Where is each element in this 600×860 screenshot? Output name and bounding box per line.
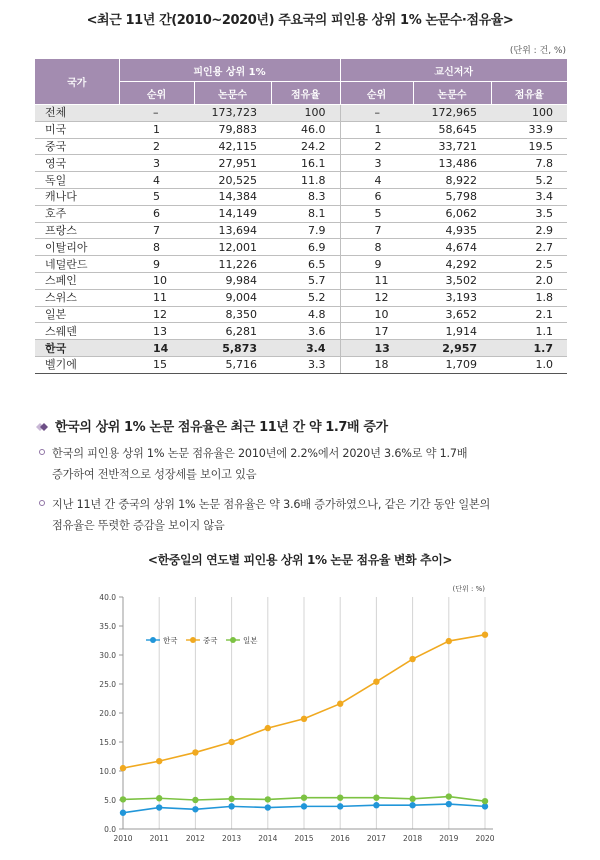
line-chart — [0, 570, 600, 860]
cell-cited-share: 6.9 — [271, 239, 340, 256]
cell-corr-rank: 12 — [340, 289, 413, 306]
cell-cited-rank: 1 — [119, 121, 194, 138]
data-point — [120, 810, 126, 816]
cell-cited-share: 11.8 — [271, 172, 340, 189]
cell-country: 호주 — [35, 205, 119, 222]
data-point — [409, 656, 415, 662]
headline — [36, 416, 388, 435]
cell-corr-share: 2.9 — [491, 222, 567, 239]
cell-corr-rank: – — [340, 105, 413, 122]
table-row — [35, 272, 567, 289]
header-group-corresponding: 교신저자 — [340, 59, 567, 82]
cell-corr-share: 3.5 — [491, 205, 567, 222]
header-corr-share: 점유율 — [491, 82, 567, 105]
paper-share-table — [35, 59, 567, 374]
x-tick-label: 2013 — [222, 834, 242, 843]
cell-corr-count: 1,709 — [413, 356, 491, 373]
cell-cited-count: 27,951 — [194, 155, 271, 172]
cell-country: 중국 — [35, 138, 119, 155]
cell-cited-count: 8,350 — [194, 306, 271, 323]
cell-cited-count: 5,873 — [194, 340, 271, 357]
legend-marker — [190, 637, 196, 643]
data-point — [120, 765, 126, 771]
table-row — [35, 188, 567, 205]
cell-corr-share: 1.0 — [491, 356, 567, 373]
cell-corr-count: 58,645 — [413, 121, 491, 138]
cell-cited-share: 8.1 — [271, 205, 340, 222]
header-corr-count: 논문수 — [413, 82, 491, 105]
cell-cited-share: 4.8 — [271, 306, 340, 323]
cell-corr-count: 3,502 — [413, 272, 491, 289]
cell-corr-rank: 3 — [340, 155, 413, 172]
headline-text: 한국의 상위 1% 논문 점유율은 최근 11년 간 약 1.7배 증가 — [55, 420, 388, 435]
data-point — [337, 794, 343, 800]
table-row — [35, 323, 567, 340]
data-point — [446, 793, 452, 799]
cell-cited-rank: 2 — [119, 138, 194, 155]
cell-corr-share: 19.5 — [491, 138, 567, 155]
x-tick-label: 2012 — [185, 834, 205, 843]
cell-cited-count: 14,149 — [194, 205, 271, 222]
data-point — [228, 739, 234, 745]
cell-cited-rank: 12 — [119, 306, 194, 323]
cell-corr-count: 1,914 — [413, 323, 491, 340]
cell-corr-rank: 18 — [340, 356, 413, 373]
bullet-2-line-2: 점유율은 뚜렷한 증감을 보이지 않음 — [52, 519, 225, 532]
y-tick-label: 40.0 — [99, 593, 116, 602]
cell-corr-count: 5,798 — [413, 188, 491, 205]
cell-corr-count: 4,292 — [413, 256, 491, 273]
x-tick-label: 2014 — [258, 834, 278, 843]
header-corr-rank: 순위 — [340, 82, 413, 105]
cell-cited-count: 9,984 — [194, 272, 271, 289]
legend-label: 일본 — [243, 636, 258, 645]
table-row — [35, 205, 567, 222]
cell-corr-count: 3,652 — [413, 306, 491, 323]
table-row — [35, 239, 567, 256]
y-tick-label: 15.0 — [99, 738, 116, 747]
cell-country: 독일 — [35, 172, 119, 189]
cell-cited-count: 6,281 — [194, 323, 271, 340]
cell-country: 일본 — [35, 306, 119, 323]
cell-corr-count: 6,062 — [413, 205, 491, 222]
y-tick-label: 10.0 — [99, 767, 116, 776]
data-point — [301, 716, 307, 722]
data-point — [446, 638, 452, 644]
table-row — [35, 138, 567, 155]
table-row — [35, 356, 567, 373]
cell-corr-count: 172,965 — [413, 105, 491, 122]
cell-corr-rank: 11 — [340, 272, 413, 289]
x-tick-label: 2011 — [149, 834, 169, 843]
data-point — [301, 803, 307, 809]
cell-cited-rank: 4 — [119, 172, 194, 189]
cell-cited-share: 5.7 — [271, 272, 340, 289]
cell-corr-rank: 13 — [340, 340, 413, 357]
cell-corr-share: 2.0 — [491, 272, 567, 289]
cell-corr-share: 1.8 — [491, 289, 567, 306]
data-point — [156, 804, 162, 810]
cell-country: 스페인 — [35, 272, 119, 289]
cell-cited-count: 42,115 — [194, 138, 271, 155]
legend-marker — [230, 637, 236, 643]
diamond-bullet-icon — [36, 421, 49, 431]
y-tick-label: 0.0 — [104, 825, 116, 834]
data-point — [409, 796, 415, 802]
unit-note: (단위 : 건, %) — [509, 46, 566, 56]
x-tick-label: 2016 — [330, 834, 350, 843]
cell-country: 네덜란드 — [35, 256, 119, 273]
x-tick-label: 2015 — [294, 834, 314, 843]
table-row — [35, 256, 567, 273]
bullet-item-1 — [52, 443, 566, 485]
data-point — [482, 798, 488, 804]
y-tick-label: 30.0 — [99, 651, 116, 660]
cell-corr-rank: 4 — [340, 172, 413, 189]
cell-corr-rank: 9 — [340, 256, 413, 273]
cell-cited-rank: 7 — [119, 222, 194, 239]
cell-country: 전체 — [35, 105, 119, 122]
header-cited-rank: 순위 — [119, 82, 194, 105]
cell-corr-count: 2,957 — [413, 340, 491, 357]
cell-corr-share: 2.1 — [491, 306, 567, 323]
x-tick-label: 2020 — [475, 834, 495, 843]
cell-corr-count: 3,193 — [413, 289, 491, 306]
legend-label: 한국 — [163, 636, 178, 645]
cell-country: 한국 — [35, 340, 119, 357]
cell-corr-share: 1.1 — [491, 323, 567, 340]
cell-cited-share: 8.3 — [271, 188, 340, 205]
data-point — [373, 802, 379, 808]
cell-cited-share: 24.2 — [271, 138, 340, 155]
cell-country: 캐나다 — [35, 188, 119, 205]
cell-cited-share: 3.4 — [271, 340, 340, 357]
header-country: 국가 — [35, 59, 119, 105]
cell-cited-count: 13,694 — [194, 222, 271, 239]
cell-corr-count: 33,721 — [413, 138, 491, 155]
cell-cited-share: 6.5 — [271, 256, 340, 273]
data-point — [228, 796, 234, 802]
data-point — [265, 725, 271, 731]
bullet-1-line-2: 증가하여 전반적으로 성장세를 보이고 있음 — [52, 468, 257, 481]
cell-corr-count: 4,935 — [413, 222, 491, 239]
cell-corr-share: 7.8 — [491, 155, 567, 172]
cell-corr-share: 100 — [491, 105, 567, 122]
cell-cited-count: 79,883 — [194, 121, 271, 138]
data-point — [482, 632, 488, 638]
cell-cited-rank: 14 — [119, 340, 194, 357]
bullet-2-line-1: 지난 11년 간 중국의 상위 1% 논문 점유율은 약 3.6배 증가하였으나, 같은 기간 동안 일본의 — [52, 498, 491, 511]
data-point — [156, 795, 162, 801]
cell-corr-rank: 7 — [340, 222, 413, 239]
y-tick-label: 20.0 — [99, 709, 116, 718]
cell-country: 미국 — [35, 121, 119, 138]
data-point — [228, 803, 234, 809]
cell-corr-share: 1.7 — [491, 340, 567, 357]
cell-cited-count: 12,001 — [194, 239, 271, 256]
header-cited-share: 점유율 — [271, 82, 340, 105]
cell-corr-rank: 5 — [340, 205, 413, 222]
cell-cited-count: 9,004 — [194, 289, 271, 306]
data-point — [156, 758, 162, 764]
data-point — [337, 701, 343, 707]
data-point — [192, 797, 198, 803]
cell-cited-count: 173,723 — [194, 105, 271, 122]
table-row — [35, 222, 567, 239]
cell-country: 벨기에 — [35, 356, 119, 373]
cell-corr-count: 4,674 — [413, 239, 491, 256]
cell-cited-rank: 8 — [119, 239, 194, 256]
cell-corr-share: 2.5 — [491, 256, 567, 273]
table-row — [35, 121, 567, 138]
table-row — [35, 289, 567, 306]
y-tick-label: 25.0 — [99, 680, 116, 689]
document-title: <최근 11년 간(2010~2020년) 주요국의 피인용 상위 1% 논문수·점유율> — [86, 13, 514, 28]
table-row — [35, 105, 567, 122]
data-point — [373, 794, 379, 800]
cell-country: 스위스 — [35, 289, 119, 306]
cell-cited-rank: 11 — [119, 289, 194, 306]
cell-cited-rank: 5 — [119, 188, 194, 205]
cell-corr-rank: 6 — [340, 188, 413, 205]
cell-cited-rank: 15 — [119, 356, 194, 373]
cell-cited-share: 5.2 — [271, 289, 340, 306]
cell-corr-rank: 2 — [340, 138, 413, 155]
data-point — [120, 796, 126, 802]
cell-corr-share: 5.2 — [491, 172, 567, 189]
cell-cited-rank: 3 — [119, 155, 194, 172]
header-group-cited: 피인용 상위 1% — [119, 59, 340, 82]
data-point — [373, 678, 379, 684]
cell-cited-rank: 6 — [119, 205, 194, 222]
cell-cited-share: 46.0 — [271, 121, 340, 138]
cell-cited-rank: – — [119, 105, 194, 122]
cell-country: 이탈리아 — [35, 239, 119, 256]
x-tick-label: 2017 — [366, 834, 386, 843]
cell-cited-count: 11,226 — [194, 256, 271, 273]
cell-cited-rank: 10 — [119, 272, 194, 289]
table-row — [35, 172, 567, 189]
cell-corr-rank: 8 — [340, 239, 413, 256]
cell-cited-count: 20,525 — [194, 172, 271, 189]
cell-cited-rank: 13 — [119, 323, 194, 340]
table-row — [35, 306, 567, 323]
y-tick-label: 5.0 — [104, 796, 116, 805]
cell-cited-share: 16.1 — [271, 155, 340, 172]
cell-cited-share: 100 — [271, 105, 340, 122]
data-point — [409, 802, 415, 808]
data-point — [301, 794, 307, 800]
data-point — [337, 803, 343, 809]
legend-marker — [150, 637, 156, 643]
cell-cited-count: 14,384 — [194, 188, 271, 205]
data-point — [265, 804, 271, 810]
cell-corr-count: 13,486 — [413, 155, 491, 172]
cell-corr-share: 2.7 — [491, 239, 567, 256]
cell-cited-share: 7.9 — [271, 222, 340, 239]
header-cited-count: 논문수 — [194, 82, 271, 105]
cell-cited-count: 5,716 — [194, 356, 271, 373]
data-point — [446, 801, 452, 807]
table-row — [35, 155, 567, 172]
chart-unit-label: (단위 : %) — [452, 585, 485, 593]
bullet-1-line-1: 한국의 피인용 상위 1% 논문 점유율은 2010년에 2.2%에서 2020년 3.6%로 약 1.7배 — [52, 447, 468, 460]
cell-country: 스웨덴 — [35, 323, 119, 340]
cell-cited-rank: 9 — [119, 256, 194, 273]
cell-corr-share: 33.9 — [491, 121, 567, 138]
x-tick-label: 2019 — [439, 834, 459, 843]
y-tick-label: 35.0 — [99, 622, 116, 631]
cell-corr-rank: 1 — [340, 121, 413, 138]
x-tick-label: 2010 — [113, 834, 133, 843]
cell-corr-share: 3.4 — [491, 188, 567, 205]
data-point — [265, 796, 271, 802]
cell-corr-count: 8,922 — [413, 172, 491, 189]
cell-cited-share: 3.3 — [271, 356, 340, 373]
cell-country: 영국 — [35, 155, 119, 172]
chart-title: <한중일의 연도별 피인용 상위 1% 논문 점유율 변화 추이> — [147, 553, 453, 567]
x-tick-label: 2018 — [403, 834, 423, 843]
legend-label: 중국 — [203, 636, 218, 645]
data-point — [192, 806, 198, 812]
data-point — [192, 749, 198, 755]
circle-bullet-icon — [39, 500, 45, 506]
circle-bullet-icon — [39, 449, 45, 455]
cell-corr-rank: 10 — [340, 306, 413, 323]
cell-cited-share: 3.6 — [271, 323, 340, 340]
bullet-item-2 — [52, 494, 566, 536]
cell-country: 프랑스 — [35, 222, 119, 239]
cell-corr-rank: 17 — [340, 323, 413, 340]
table-row — [35, 340, 567, 357]
table-body — [35, 105, 567, 374]
